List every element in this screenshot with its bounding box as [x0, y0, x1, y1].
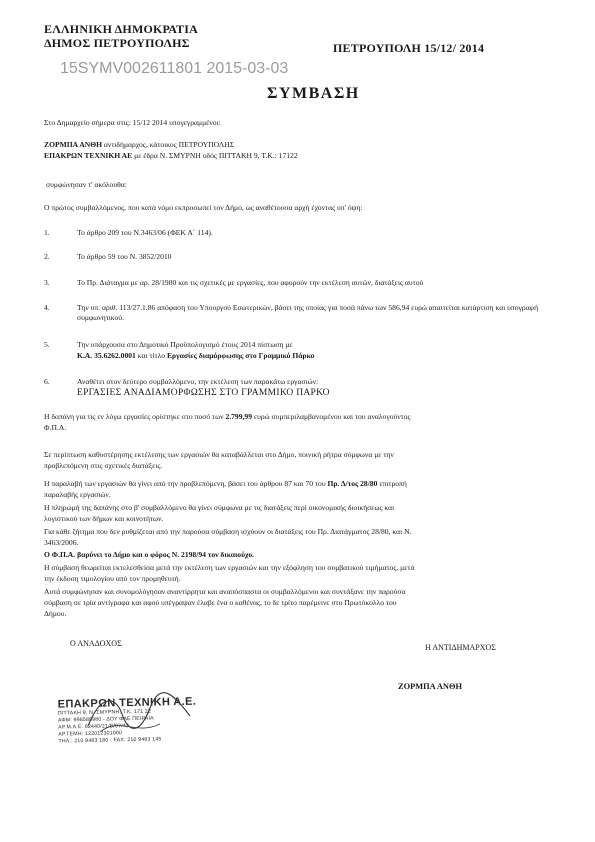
registry-code: 15SYMV002611801 2015-03-03: [60, 60, 289, 77]
delay-line-2: προβλεπόμενη στις σχετικές διατάξεις.: [44, 461, 163, 470]
item-text: Το άρθρο 209 του Ν.3463/06 (ΦΕΚ Α΄ 114).: [77, 228, 213, 237]
item-number: 3.: [44, 278, 50, 287]
party-deputy-details: αντιδήμαρχος, κάτοικος ΠΕΤΡΟΥΠΟΛΗΣ: [102, 140, 235, 149]
stamp-line: ΑΦΜ: 998580980 - ΔΟΥ ΦΑΕ ΠΕΙΡΑΙΑ: [57, 715, 154, 724]
cost-text-rest: ευρώ συμπεριλαμβανομένου και του αναλογούντος: [252, 412, 411, 421]
receipt-line-1: [44, 479, 407, 489]
item-number: 6.: [44, 377, 50, 386]
payment-line-1: Η πληρωμή της δαπάνης στο β' συμβαλλόμενο θα γίνει σύμφωνα με τις διατάξεις περί οικονομικής διοικήσεως και: [44, 503, 395, 512]
stamp-line: ΠΙΤΤΑΚΗ 9, Ν. ΣΜΥΡΝΗ, Τ.Κ. 171 22: [57, 708, 152, 717]
cost-amount: 2.799,99: [225, 412, 253, 421]
receipt-line-2: παραλαβής εργασιών.: [44, 490, 111, 499]
works-title: ΕΡΓΑΣΙΕΣ ΑΝΑΔΙΑΜΟΡΦΩΣΗΣ ΣΤΟ ΓΡΑΜΜΙΚΟ ΠΑΡΚΟ: [77, 388, 330, 398]
item-text: Την υπάρχουσα στο Δημοτικό Προϋπολογισμό έτους 2014 πίστωση με: [77, 340, 293, 349]
stamp-line: ΑΡ.Μ.Α.Ε. 62440/21/Β/07/42: [58, 723, 130, 731]
validity-line-2: την έκδοση τιμολογίου από τον προμηθευτή.: [44, 574, 181, 583]
item-text-budget: [77, 351, 314, 361]
budget-code: Κ.Α. 35.6262.0001: [77, 351, 136, 360]
header-place-date: ΠΕΤΡΟΥΠΟΛΗ 15/12/ 2014: [333, 41, 485, 55]
misc-line-2: 3463/2006.: [44, 538, 79, 547]
item-number: 1.: [44, 228, 50, 237]
cost-text: Η δαπάνη για τις εν λόγω εργασίες ορίστηκε στο ποσό των: [44, 412, 226, 421]
item-number: 2.: [44, 252, 50, 261]
cost-vat: Φ.Π.Α.: [44, 423, 67, 432]
payment-line-2: λογιστικού των δήμων και κοινοτήτων.: [44, 514, 164, 523]
header-municipality: ΔΗΜΟΣ ΠΕΤΡΟΥΠΟΛΗΣ: [44, 36, 190, 50]
receipt-decree: Πρ. Δ/τος 28/80: [327, 479, 378, 488]
item-text: Το Πρ. Διάταγμα με αρ. 28/1980 και τις σχετικές με εργασίες, που αφορούν την εκτέλεση αυτών, διατάξεις αυτού: [77, 278, 424, 287]
cost-line: [44, 412, 411, 422]
validity-line-1: Η σύμβαση θεωρείται εκτελεσθείσα μετά την εκτέλεση των εργασιών και την εξόφληση του συμβατικού τιμήματος, μετά: [44, 563, 415, 572]
deputy-name: ΖΟΡΜΠΑ ΑΝΘΗ: [398, 682, 462, 691]
receipt-text: Η παραλαβή των εργασιών θα γίνει από την προβλεπόμενη, βάσει του άρθρου 87 και 70 του: [44, 479, 328, 488]
final-line-2: σύμβαση σε τρία αντίγραφα και αφού υπέγραψαν έλαβε ένα ο καθένας, το δε τρίτο παρέμεινε στο Πρωτόκολλο του: [44, 598, 397, 607]
stamp-line: ΤΗΛ.: 210 9483 180 - FAX: 210 9483 145: [58, 736, 162, 745]
budget-title: Εργασίες διαμόρφωσης στο Γραμμικό Πάρκο: [166, 351, 315, 360]
party-deputy-name: ΖΟΡΜΠΑ ΑΝΘΗ: [44, 140, 103, 149]
header-republic: ΕΛΛΗΝΙΚΗ ΔΗΜΟΚΡΑΤΙΑ: [44, 22, 198, 36]
item-text: Την υπ. αριθ. 113/27.1.86 απόφαση του Υπουργού Εσωτερικών, βάσει της οποίας για ποσά πάνω των 586,94 ευρώ απαιτείται κατάρτιση και υπογραφή συμφωνητικού.: [77, 303, 539, 323]
final-line-1: Αυτά συμφώνησαν και συνομολόγησαν αναντίρρητα και αναπόσπαστα οι συμβαλλόμενοι και συντάξανε την παρούσα: [44, 587, 406, 596]
intro-line: Στο Δημαρχείο σήμερα στις: 15/12 2014 υπογεγραμμένοι:: [44, 118, 221, 127]
item-text: Το άρθρο 59 του Ν. 3852/2010: [77, 252, 172, 261]
budget-text: και τίτλο: [135, 351, 167, 360]
party-deputy-mayor: [44, 140, 234, 150]
contractor-label: Ο ΑΝΑΔΟΧΟΣ: [70, 639, 122, 648]
item-number: 4.: [44, 303, 50, 312]
vat-line: Ο Φ.Π.Α. βαρύνει το Δήμο και ο φόρος Ν. 2198/94 τον δικαιούχο.: [44, 550, 255, 559]
item-number: 5.: [44, 340, 50, 349]
party-company: [44, 151, 298, 161]
misc-line-1: Για κάθε ζήτημα που δεν ρυθμίζεται από την παρούσα σύμβαση ισχύουν οι διατάξεις του Πρ. Διατάγματος 28/80, και Ν.: [44, 527, 412, 536]
contractor-signature: [80, 686, 200, 746]
first-party-line: Ο πρώτος συμβαλλόμενος, που κατά νόμο εκπροσωπεί τον Δήμο, ως αναθέτουσα αρχή έχοντας υπ' όψη:: [44, 203, 363, 212]
document-title: ΣΥΜΒΑΣΗ: [267, 85, 360, 102]
delay-line-1: Σε περίπτωση καθυστέρησης εκτέλεσης των εργασιών θα καταβάλλεται στο Δήμο, ποινική ρήτρα σύμφωνα με την: [44, 450, 394, 459]
receipt-text-rest: επιτροπή: [377, 479, 407, 488]
stamp-line: ΑΡ.ΓΕΜΗ: 122012301000: [58, 730, 123, 738]
party-company-details: με έδρα Ν. ΣΜΥΡΝΗ οδός ΠΙΤΤΑΚΗ 9, Τ.Κ.: 17122: [132, 151, 298, 160]
party-company-name: ΕΠΑΚΡΩΝ ΤΕΧΝΙΚΗ ΑΕ: [44, 151, 133, 160]
stamp-company: ΕΠΑΚΡΩΝ ΤΕΧΝΙΚΗ Α.Ε.: [57, 695, 197, 711]
agreed-line: συμφώνησαν τ' ακόλουθα:: [46, 180, 127, 189]
item-text: Αναθέτει στον δεύτερο συμβαλλόμενο, την εκτέλεση των παρακάτω εργασιών:: [77, 377, 319, 386]
final-line-3: Δήμου.: [44, 609, 67, 618]
deputy-label: Η ΑΝΤΙΔΗΜΑΡΧΟΣ: [425, 643, 496, 652]
